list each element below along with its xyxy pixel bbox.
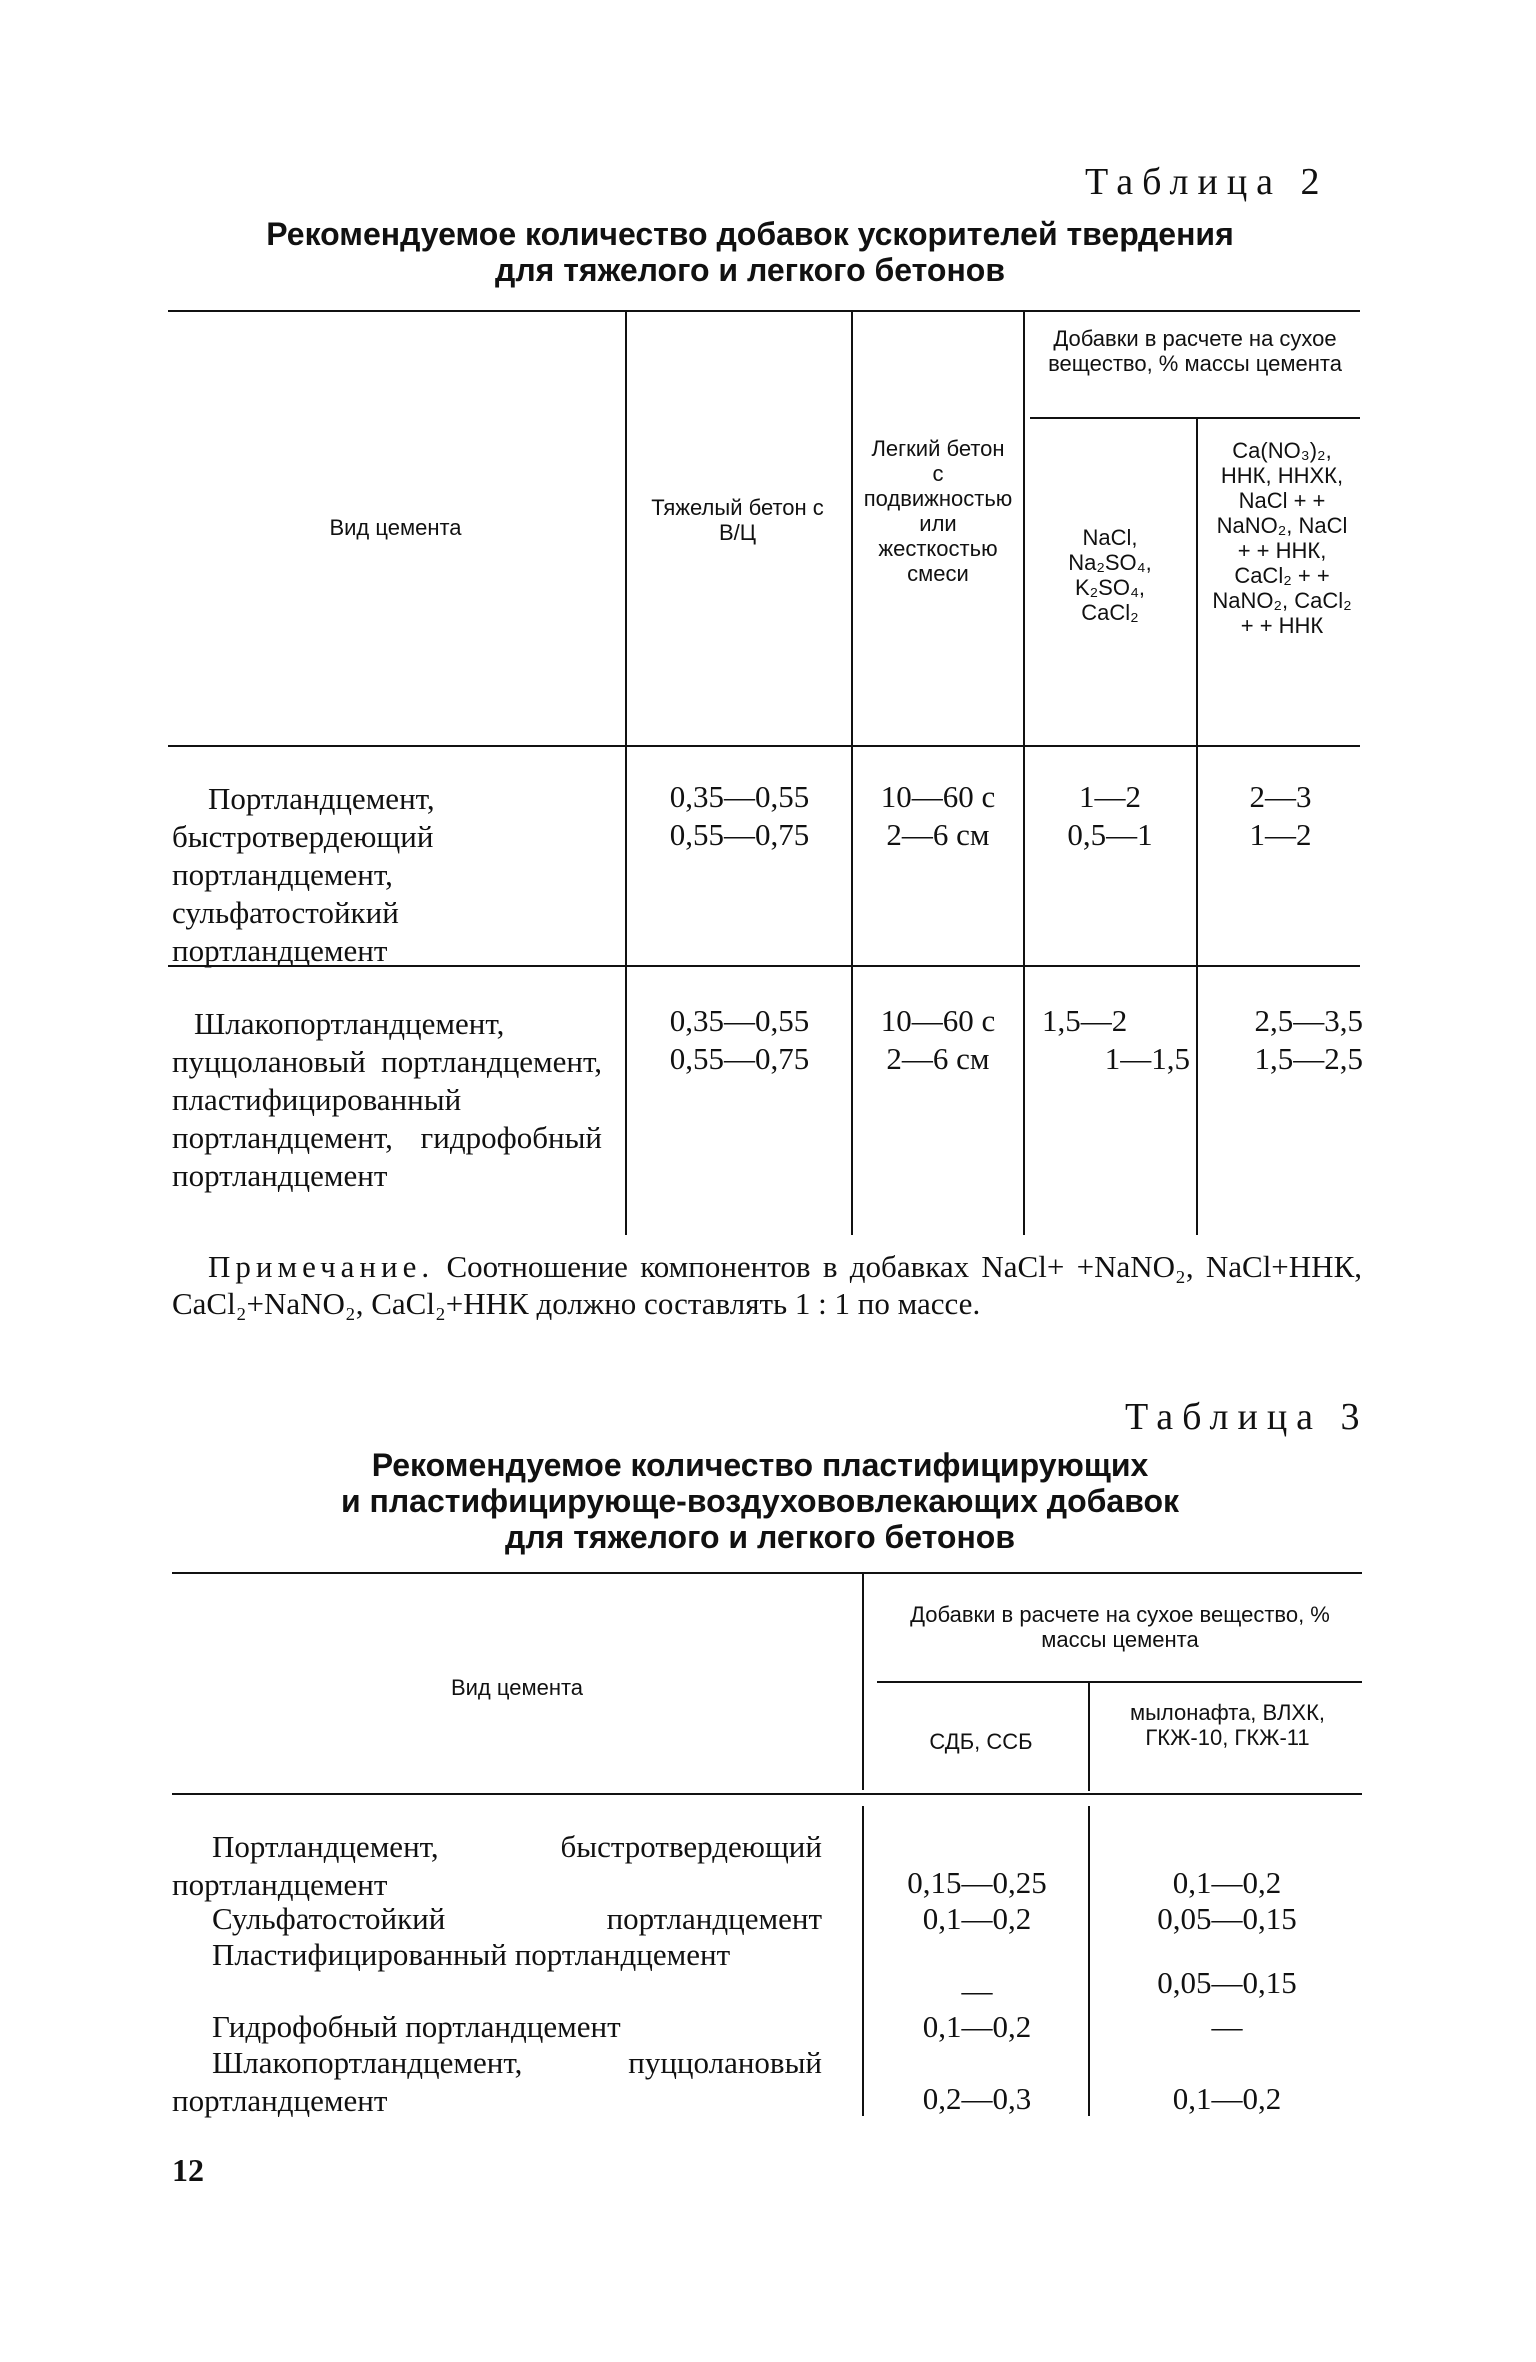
table2-row1-heavy-2: 0,55—0,75: [669, 817, 810, 852]
table3-row2-cement: Сульфатостойкий портландцемент: [212, 1901, 822, 1936]
table2-title: [150, 216, 1350, 288]
table2-row1-light: [858, 778, 1018, 854]
table2-header-rule: [168, 745, 1360, 747]
table2-row1-g2: [1203, 778, 1358, 854]
table2-row2-heavy-1: 0,35—0,55: [669, 1003, 810, 1038]
table3-row4: [172, 2008, 1362, 2044]
page-number: 12: [172, 2152, 204, 2188]
table2-additives-rule: [1030, 417, 1360, 419]
table3-row1: [172, 1828, 1362, 1900]
table2-top-rule: [168, 310, 1360, 312]
table2-note-text: Соотношение компонентов в добавках NaCl+ +NaNO₂, NaCl+ННК, CaCl₂+NaNO₂, CaCl₂+ННК должно составлять 1 : 1 по массе.: [172, 1249, 1362, 1321]
table2-note-label: Примечание.: [208, 1249, 435, 1284]
table2-row2-heavy: [632, 1002, 847, 1078]
table3-row5-g1: 0,2—0,3: [922, 2081, 1032, 2116]
table2-row2-light-2: 2—6 см: [886, 1041, 990, 1076]
table3-row5-cement: Шлакопортландцемент, пуццолановый портландцемент: [172, 2045, 822, 2118]
table3-header-additives: Добавки в расчете на сухое вещество, % массы цемента: [910, 1602, 1330, 1652]
table3-row2-g2: 0,05—0,15: [1157, 1901, 1297, 1936]
table3-vrule-2: [1088, 1681, 1090, 1791]
table3-row4-g1: 0,1—0,2: [922, 2009, 1032, 2044]
table3-title: [200, 1447, 1320, 1555]
table3-title-line2: и пластифицирующе-воздухововлекающих добавок: [340, 1483, 1180, 1519]
table2-row1-g1: [1030, 778, 1190, 854]
table3-row2-g1: 0,1—0,2: [922, 1901, 1032, 1936]
table2-vrule-2: [851, 310, 853, 1235]
table3-row3-g2: 0,05—0,15: [1157, 1965, 1297, 2000]
table3-title-line3: для тяжелого и легкого бетонов: [505, 1519, 1015, 1555]
table2-header-light: Легкий бетон с подвижностью или жесткостью смеси: [863, 436, 1013, 586]
table2-vrule-1: [625, 310, 627, 1235]
table2-row1-heavy: [632, 778, 847, 854]
table3-vrule-1: [862, 1572, 864, 1790]
table3-row4-g2: —: [1211, 2009, 1243, 2044]
table2-row2-g1-1: 1,5—2: [1042, 1003, 1128, 1038]
table2-header-additives: Добавки в расчете на сухое вещество, % массы цемента: [1048, 326, 1342, 376]
table3-row5-g2: 0,1—0,2: [1172, 2081, 1282, 2116]
table2-row1-heavy-1: 0,35—0,55: [669, 779, 810, 814]
table2-row1-g2-2: 1—2: [1249, 817, 1312, 852]
table2-row2-g1-2: 1—1,5: [1104, 1041, 1190, 1076]
table2-vrule-3: [1023, 310, 1025, 1235]
table3-header-group1: СДБ, ССБ: [929, 1729, 1033, 1754]
table3-caption: Таблица 3: [1125, 1396, 1369, 1438]
table3-header-cement: Вид цемента: [450, 1675, 584, 1700]
table3-row1-cement: Портландцемент, быстротвердеющий портландцемент: [172, 1829, 822, 1902]
table2-vrule-4: [1196, 417, 1198, 1235]
table3-additives-rule: [877, 1681, 1362, 1683]
table2-title-line2: для тяжелого и легкого бетонов: [495, 252, 1005, 288]
table3-body: [172, 1828, 1362, 2116]
table2-title-line1: Рекомендуемое количество добавок ускорителей твердения: [266, 216, 1234, 252]
table3-row1-g2: 0,1—0,2: [1172, 1865, 1282, 1900]
table3-row4-cement: Гидрофобный портландцемент: [212, 2009, 621, 2044]
table2-row2-g2-1: 2,5—3,5: [1254, 1003, 1363, 1038]
table2-row1-g2-1: 2—3: [1249, 779, 1312, 814]
table2-row1-g1-2: 0,5—1: [1067, 817, 1153, 852]
table2-header-group1: NaCl, Na₂SO₄, K₂SO₄, CaCl₂: [1068, 525, 1152, 625]
table2-note: [172, 1248, 1362, 1322]
table3-row5: [172, 2044, 1362, 2116]
table2-row2-light: [858, 1002, 1018, 1078]
table2-row2-g2: [1203, 1002, 1363, 1078]
table2-row2-heavy-2: 0,55—0,75: [669, 1041, 810, 1076]
table2-row2-cement: Шлакопортландцемент, пуццолановый портландцемент, пластифицированный портландцемент, гидрофобный портландцемент: [172, 1006, 602, 1193]
table2-row1-cement: Портландцемент, быстротвердеющий портландцемент, сульфатостойкий портландцемент: [172, 781, 435, 968]
table2-row1-light-1: 10—60 с: [880, 779, 996, 814]
table2-row2-g1: [1030, 1002, 1190, 1078]
table2-header-heavy: Тяжелый бетон с В/Ц: [651, 495, 824, 545]
table3-header-group2: мылонафта, ВЛХК, ГКЖ-10, ГКЖ-11: [1129, 1700, 1325, 1750]
table2-caption: Таблица 2: [1085, 161, 1329, 203]
table3-row1-g1: 0,15—0,25: [907, 1865, 1047, 1900]
table2-row2-light-1: 10—60 с: [880, 1003, 996, 1038]
table3-header-rule: [172, 1793, 1362, 1795]
table3-top-rule: [172, 1572, 1362, 1574]
table3-title-line1: Рекомендуемое количество пластифицирующих: [371, 1447, 1149, 1483]
table3-row3-g1: —: [961, 1973, 993, 2008]
table2-row2-g2-2: 1,5—2,5: [1254, 1041, 1363, 1076]
table2-row1-g1-1: 1—2: [1079, 779, 1141, 814]
table3-row2: [172, 1900, 1362, 1936]
table3-row3: [172, 1936, 1362, 2008]
table2-row1-light-2: 2—6 см: [886, 817, 990, 852]
table2-header-cement: Вид цемента: [329, 515, 462, 540]
table2-header-group2: Ca(NO₃)₂, ННК, ННХК, NaCl + + NaNO₂, NaCl + + ННК, CaCl₂ + + NaNO₂, CaCl₂ + + ННК: [1212, 438, 1352, 638]
table3-row3-cement: Пластифицированный портландцемент: [212, 1937, 731, 1972]
